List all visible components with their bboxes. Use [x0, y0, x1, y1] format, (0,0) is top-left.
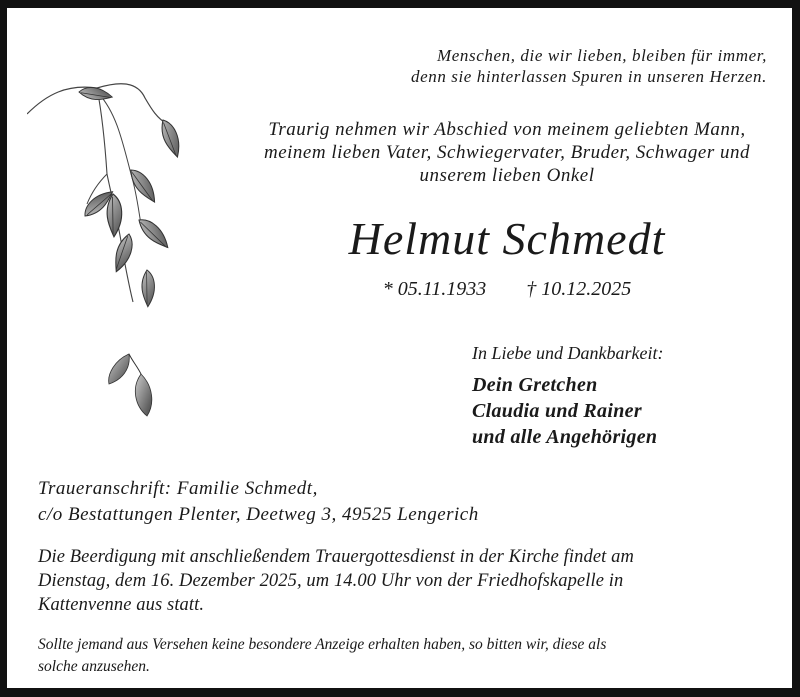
mourner-name: und alle Angehörigen: [472, 426, 658, 448]
birch-branch-icon: [27, 74, 192, 314]
mourning-address: [38, 476, 479, 528]
intro-text: [227, 118, 787, 187]
funeral-line: Die Beerdigung mit anschließendem Trauergottesdienst in der Kirche findet am: [38, 547, 634, 567]
obituary-notice: [7, 8, 792, 688]
mourners-label: In Liebe und Dankbarkeit:: [472, 343, 664, 363]
note-line: Sollte jemand aus Versehen keine besondere Anzeige erhalten haben, so bitten wir, diese als: [38, 636, 607, 653]
notice-note: [38, 634, 606, 678]
intro-line: Traurig nehmen wir Abschied von meinem geliebten Mann,: [268, 119, 746, 140]
address-line: Traueranschrift: Familie Schmedt,: [38, 478, 318, 499]
deceased-name: Helmut Schmedt: [348, 213, 666, 264]
death-date: † 10.12.2025: [526, 278, 632, 300]
funeral-line: Kattenvenne aus statt.: [38, 595, 205, 615]
life-dates: [307, 276, 707, 302]
opening-quote: [317, 45, 767, 87]
quote-line: Menschen, die wir lieben, bleiben für immer,: [437, 46, 767, 65]
funeral-info: [38, 545, 634, 617]
mourner-name: Claudia und Rainer: [472, 400, 642, 422]
intro-line: unserem lieben Onkel: [419, 165, 595, 186]
mourners-list: [472, 372, 657, 450]
intro-line: meinem lieben Vater, Schwiegervater, Bruder, Schwager und: [264, 142, 750, 163]
quote-line: denn sie hinterlassen Spuren in unseren Herzen.: [410, 67, 767, 86]
leaves-icon: [97, 344, 172, 424]
note-line: solche anzusehen.: [38, 658, 150, 675]
funeral-line: Dienstag, dem 16. Dezember 2025, um 14.00 Uhr von der Friedhofskapelle in: [38, 571, 624, 591]
mourner-name: Dein Gretchen: [472, 374, 598, 396]
birth-date: * 05.11.1933: [382, 278, 487, 300]
address-line: c/o Bestattungen Plenter, Deetweg 3, 49525 Lengerich: [38, 504, 479, 525]
